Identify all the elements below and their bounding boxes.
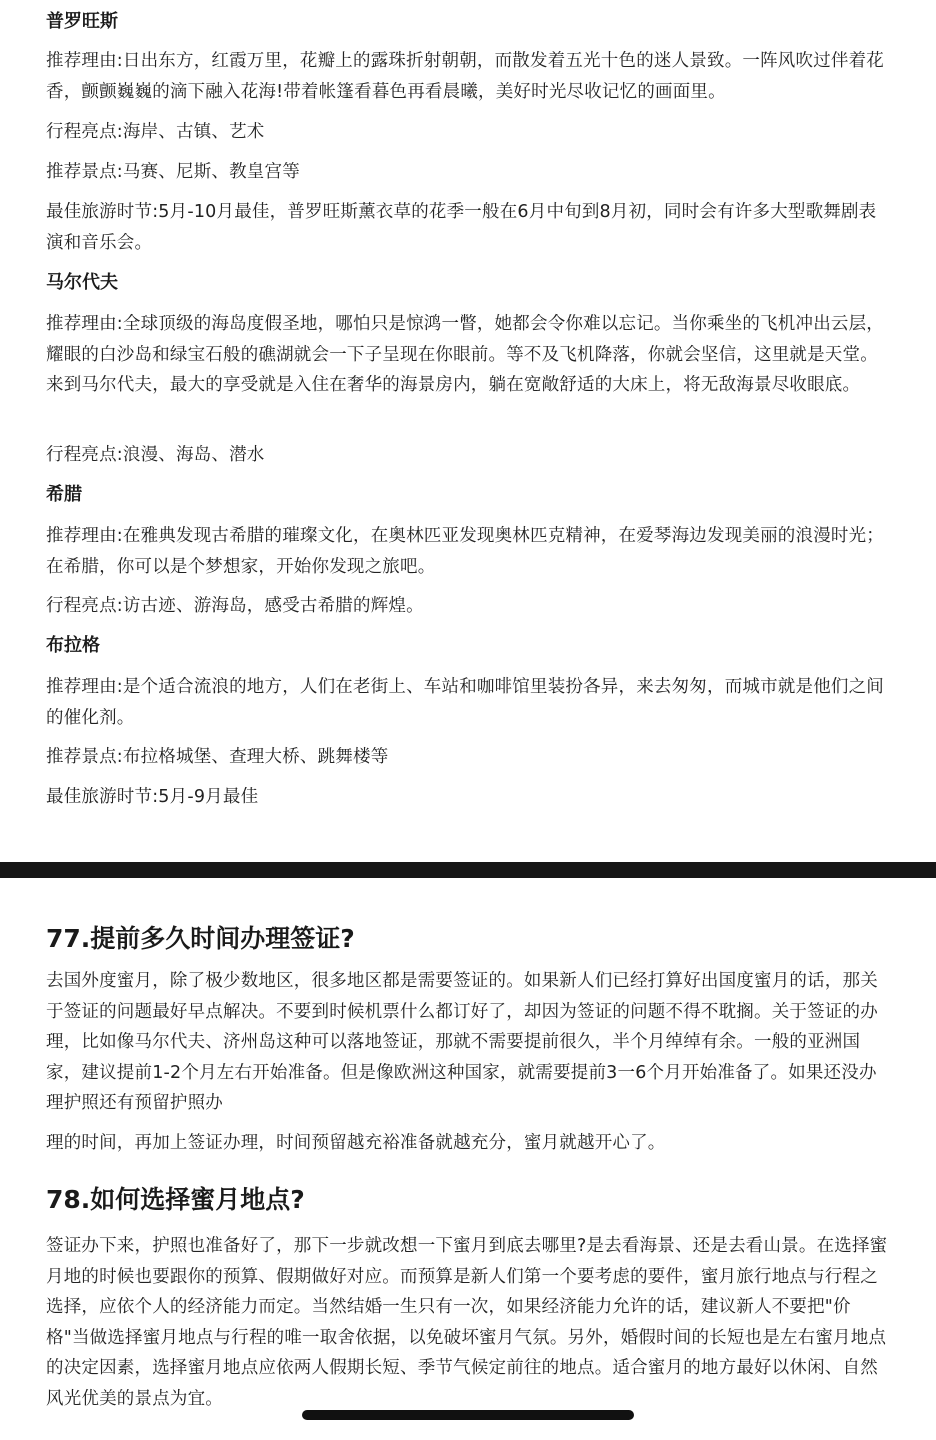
question-78-body: 签证办下来，护照也准备好了，那下一步就改想一下蜜月到底去哪里?是去看海景、还是去看山景。在选择蜜月地的时候也要跟你的预算、假期做好对应。而预算是新人们第一个要考虑的要件，蜜月旅行地点与行程之选择，应依个人的经济能力而定。当然结婚一生只有一次，如果经济能力允许的话，建议新人不要把"价格"当做选择蜜月地点与行程的唯一取舍依据，以免破坏蜜月气氛。另外，婚假时间的长短也是左右蜜月地点的决定因素，选择蜜月地点应依两人假期长短、季节气候定前往的地点。适合蜜月的地方最好以休闲、自然风光优美的景点为宜。	[46, 1236, 888, 1409]
maldives-highlights: 行程亮点:浪漫、海岛、潜水	[46, 445, 265, 465]
destination-title-maldives: 马尔代夫	[46, 272, 118, 293]
prague-season: 最佳旅游时节:5月-9月最佳	[46, 787, 259, 807]
destination-title-prague: 布拉格	[46, 635, 100, 656]
question-77-body-continued: 理的时间，再加上签证办理，时间预留越充裕准备就越充分，蜜月就越开心了。	[46, 1133, 666, 1153]
section-divider	[0, 862, 936, 878]
destination-title-provence: 普罗旺斯	[46, 11, 118, 32]
question-77-body: 去国外度蜜月，除了极少数地区，很多地区都是需要签证的。如果新人们已经打算好出国度蜜月的话，那关于签证的问题最好早点解决。不要到时候机票什么都订好了，却因为签证的问题不得不耽搁。关于签证的办理，比如像马尔代夫、济州岛这种可以落地签证，那就不需要提前很久，半个月绰绰有余。一般的亚洲国家，建议提前1-2个月左右开始准备。但是像欧洲这种国家，就需要提前3一6个月开始准备了。如果还没办理护照还有预留护照办	[46, 971, 878, 1113]
home-indicator[interactable]	[302, 1410, 634, 1420]
faq-section	[0, 878, 936, 1440]
destination-title-greece: 希腊	[46, 484, 82, 505]
maldives-reason: 推荐理由:全球顶级的海岛度假圣地，哪怕只是惊鸿一瞥，她都会令你难以忘记。当你乘坐的飞机冲出云层，耀眼的白沙岛和绿宝石般的礁湖就会一下子呈现在你眼前。等不及飞机降落，你就会坚信，这里就是天堂。来到马尔代夫，最大的享受就是入住在奢华的海景房内，躺在宽敞舒适的大床上，将无敌海景尽收眼底。	[46, 314, 884, 395]
question-77-title: 77.提前多久时间办理签证?	[46, 924, 355, 953]
greece-reason: 推荐理由:在雅典发现古希腊的璀璨文化，在奥林匹亚发现奥林匹克精神，在爱琴海边发现美丽的浪漫时光；在希腊，你可以是个梦想家，开始你发现之旅吧。	[46, 526, 884, 577]
question-78-title: 78.如何选择蜜月地点?	[46, 1185, 305, 1214]
prague-reason: 推荐理由:是个适合流浪的地方，人们在老街上、车站和咖啡馆里装扮各异，来去匆匆，而城市就是他们之间的催化剂。	[46, 677, 884, 728]
prague-spots: 推荐景点:布拉格城堡、查理大桥、跳舞楼等	[46, 747, 389, 767]
greece-highlights: 行程亮点:访古迹、游海岛，感受古希腊的辉煌。	[46, 596, 424, 616]
provence-spots: 推荐景点:马赛、尼斯、教皇宫等	[46, 162, 300, 182]
provence-season: 最佳旅游时节:5月-10月最佳，普罗旺斯薰衣草的花季一般在6月中旬到8月初，同时会有许多大型歌舞剧表演和音乐会。	[46, 202, 877, 253]
provence-reason: 推荐理由:日出东方，红霞万里，花瓣上的露珠折射朝朝，而散发着五光十色的迷人景致。一阵风吹过伴着花香，颤颤巍巍的滴下融入花海!带着帐篷看暮色再看晨曦，美好时光尽收记忆的画面里。	[46, 51, 884, 102]
provence-highlights: 行程亮点:海岸、古镇、艺术	[46, 122, 265, 142]
